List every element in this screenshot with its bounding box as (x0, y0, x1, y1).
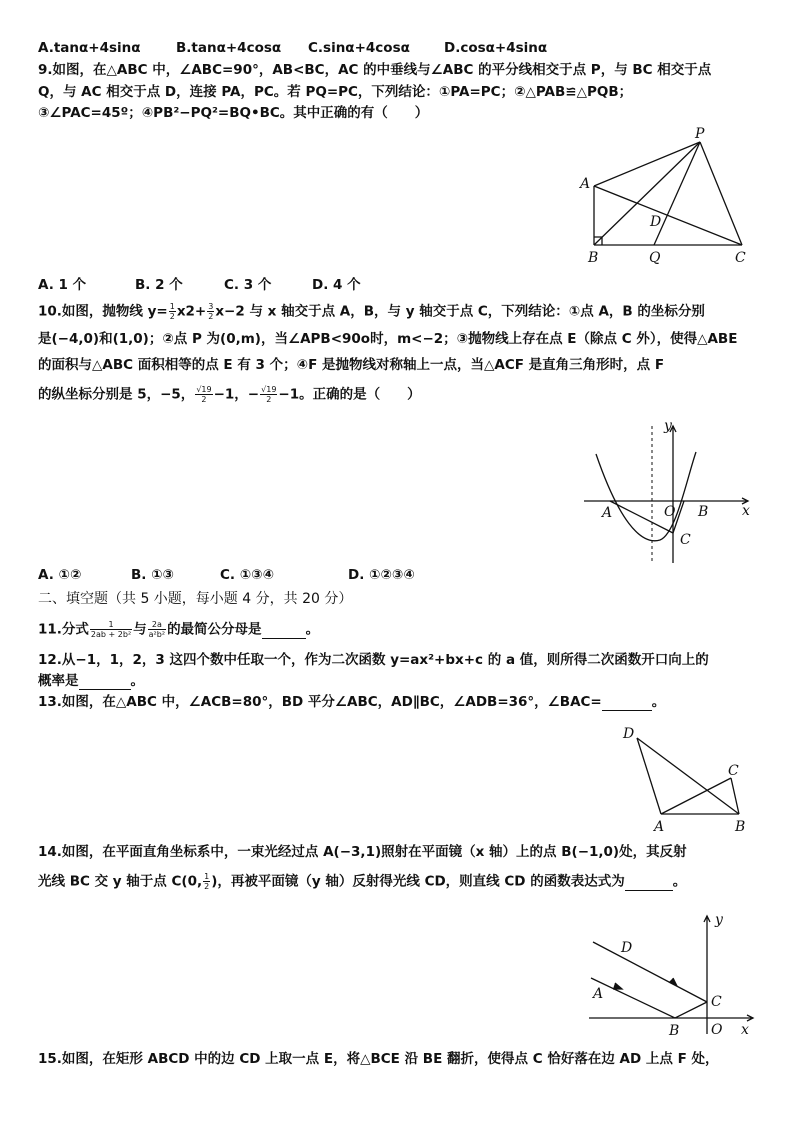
q10-label-a: A (602, 505, 613, 521)
q13-label-b: B (735, 819, 746, 835)
q9-option-b: B. 2 个 (135, 277, 183, 293)
q10-line-2: 是(−4,0)和(1,0)；②点 P 为(0,m)，当∠APB<90o时，m<−2；③抛物线上存在点 E（除点 C 外），使得△ABE (38, 331, 738, 347)
q9-line-2: Q，与 AC 相交于点 D，连接 PA，PC。若 PQ=PC，下列结论：①PA=PC；②△PAB≌△PQB； (38, 84, 633, 100)
q13-label-a: A (654, 819, 665, 835)
q10-label-o: O (664, 504, 676, 520)
q10-option-a: A. ①② (38, 567, 82, 583)
q10-option-c: C. ①③④ (220, 567, 275, 583)
q10-line-3: 的面积与△ABC 面积相等的点 E 有 3 个；④F 是抛物线对称轴上一点，当△ACF 是直角三角形时，点 F (38, 357, 665, 373)
q9-line-3: ③∠PAC=45º；④PB²−PQ²=BQ•BC。其中正确的有（ ） (38, 105, 429, 121)
q13-figure (615, 720, 765, 835)
q10-option-b: B. ①③ (131, 567, 174, 583)
q10-figure (580, 418, 760, 568)
q14-label-c: C (711, 994, 722, 1010)
q14-label-d: D (621, 940, 633, 956)
q13-label-d: D (623, 726, 635, 742)
q10-line-4: 的纵坐标分别是 5，−5， $\frac{√19}{2}$ −1，− $\frac{√19}{2}$ −1。正确的是（ ） (38, 385, 421, 404)
q12-line-1: 12.从−1，1，2，3 这四个数中任取一个，作为二次函数 y=ax²+bx+c 的 a 值，则所得二次函数开口向上的 (38, 652, 709, 668)
q10-axis-y: y (664, 418, 672, 434)
q9-line-1: 9.如图，在△ABC 中，∠ABC=90°，AB<BC，AC 的中垂线与∠ABC 的平分线相交于点 P，与 BC 相交于点 (38, 62, 712, 78)
q13-line: 13.如图，在△ABC 中，∠ACB=80°，BD 平分∠ABC，AD∥BC，∠ADB=36°，∠BAC= 。 (38, 694, 666, 710)
q13-answer-blank[interactable] (602, 697, 652, 711)
q12-line-2: 概率是 。 (38, 673, 144, 689)
q9-label-q: Q (649, 250, 661, 266)
q9-option-a: A. 1 个 (38, 277, 87, 293)
q10-label-b: B (698, 504, 709, 520)
q14-axis-y: y (715, 912, 723, 928)
q11-line: 11.分式 $\frac{1}{\text{2ab + 2b²}}$ 与 $\frac{2a}{\text{a²b²}}$ 的最简公分母是 。 (38, 620, 320, 639)
q9-label-b: B (588, 250, 599, 266)
q15-line-1: 15.如图，在矩形 ABCD 中的边 CD 上取一点 E，将△BCE 沿 BE 翻折，使得点 C 恰好落在边 AD 上点 F 处， (38, 1051, 719, 1067)
q8-option-d: D.cosα+4sinα (444, 40, 548, 56)
q8-option-a: A.tanα+4sinα (38, 40, 141, 56)
q14-figure (585, 910, 765, 1040)
q14-label-b: B (669, 1023, 680, 1039)
section-2-heading: 二、填空题（共 5 小题，每小题 4 分，共 20 分） (38, 591, 353, 607)
q8-option-b: B.tanα+4cosα (176, 40, 282, 56)
q9-option-d: D. 4 个 (312, 277, 361, 293)
q12-answer-blank[interactable] (79, 676, 131, 690)
q14-line-1: 14.如图，在平面直角坐标系中，一束光经过点 A(−3,1)照射在平面镜（x 轴）上的点 B(−1,0)处，其反射 (38, 844, 687, 860)
q14-axis-x: x (741, 1022, 749, 1038)
q9-label-a: A (580, 176, 591, 192)
q9-label-d: D (650, 214, 662, 230)
q9-label-p: P (695, 126, 705, 142)
q10-axis-x: x (742, 503, 750, 519)
q14-label-o: O (711, 1022, 723, 1038)
q10-line-1: 10.如图，抛物线 y= $\frac{1}{2}$ x2+ $\frac{3}{2}$ x−2 与 x 轴交于点 A，B，与 y 轴交于点 C，下列结论：①点 A，B 的坐标分别 (38, 302, 705, 321)
q9-option-c: C. 3 个 (224, 277, 272, 293)
q14-line-2: 光线 BC 交 y 轴于点 C(0, $\frac{1}{2}$ )，再被平面镜（y 轴）反射得光线 CD，则直线 CD 的函数表达式为 。 (38, 872, 687, 891)
q8-option-c: C.sinα+4cosα (308, 40, 410, 56)
q9-figure (570, 120, 770, 270)
q11-answer-blank[interactable] (262, 625, 306, 639)
q9-label-c: C (735, 250, 746, 266)
q10-option-d: D. ①②③④ (348, 567, 415, 583)
q14-label-a: A (593, 986, 604, 1002)
q14-answer-blank[interactable] (625, 877, 673, 891)
q10-label-c: C (680, 532, 691, 548)
q13-label-c: C (728, 763, 739, 779)
